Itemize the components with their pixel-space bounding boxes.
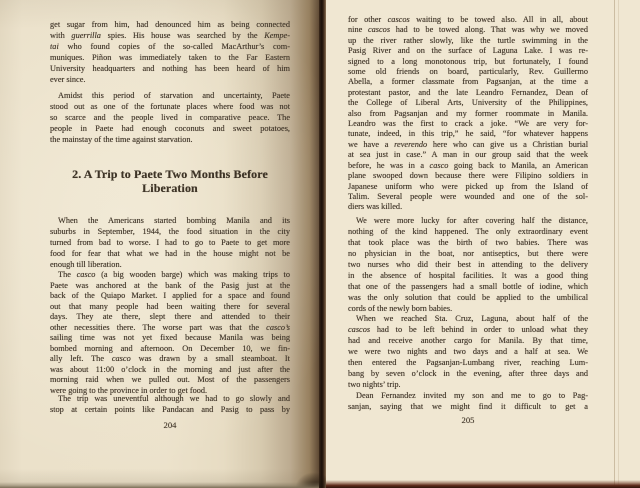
page-edge-line	[614, 0, 615, 488]
left-page	[0, 0, 319, 488]
text-line: was the only solution that could be applied to the umbilical	[348, 293, 588, 302]
text-line: University headquarters and nothing has been heard of him	[50, 64, 290, 73]
paragraph-amidst-starvation	[50, 90, 290, 145]
text-line: were going to the province in order to get food.	[50, 385, 208, 395]
text-line: so scarce and the people lived in comparative peace. The	[50, 113, 290, 122]
text-line: nine cascos had to be towed along. That was why we moved	[348, 25, 589, 35]
text-line: stop at certain points like Pandacan and Pasig to pass by	[50, 404, 290, 414]
text-line: tunate, indeed, in this trip,” he said, “for whatever happens	[348, 129, 588, 139]
text-line: the mainstay of the time against starvation.	[50, 135, 193, 144]
paragraph-two-babies	[348, 215, 588, 314]
text-line: two nurses who did their best in attending to the delivery	[348, 260, 588, 269]
text-line: We were more lucky for after covering half the distance,	[356, 216, 588, 225]
paragraph-cascos-towed	[348, 15, 588, 213]
text-line: The trip was uneventful although we had to go slowly and	[58, 394, 290, 403]
text-line: Amidst this period of starvation and uncertainty, Paete	[58, 91, 290, 100]
text-line: The casco (a big wooden barge) which was making trips to	[58, 270, 290, 279]
text-line: back of the Quiapo Market. I applied for a space and found	[50, 291, 290, 300]
text-line: get sugar from him, had denounced him as being connected	[50, 20, 290, 29]
book-spine-gutter	[319, 0, 326, 488]
text-line: out that many people had been waiting there for several	[50, 301, 290, 311]
text-line: ever since.	[50, 75, 86, 84]
text-line: morning raid when we pulled out. Most of the passengers	[50, 375, 290, 384]
text-line: diers was killed.	[348, 202, 403, 212]
text-line: bang by seven o’clock in the evening, after three days and	[348, 369, 588, 378]
text-line: Abella, a former classmate from Pagsanjan, at the time a	[348, 77, 588, 87]
text-line: some old friends on board, particularly, Rev. Guillermo	[348, 67, 588, 77]
text-line: days. They ate there, slept there and attended to their	[50, 312, 290, 321]
text-line: cords of the newly born babies.	[348, 304, 453, 313]
text-line: also from Pagsanjan and my former roommate in Manila.	[348, 108, 588, 118]
text-line: cascos had to be left behind in order to unload what they	[348, 325, 588, 334]
paragraph-sta-cruz	[348, 313, 588, 390]
text-line: at sea just in case.” A man in our group said that the week	[348, 150, 588, 160]
text-line: then entered the Pagsanjan-Lumbang river, reaching Lum-	[348, 358, 588, 367]
text-line: Japanese uniform who were picked up from the Island of	[348, 181, 588, 191]
text-line: turned from bad to worse. I had to go to Paete to get more	[50, 238, 290, 247]
text-line: up the river rather slowly, like the turtle swimming in the	[348, 35, 588, 45]
section-heading	[50, 167, 290, 195]
text-line: in the absence of hospital facilities. It was a good thing	[348, 271, 588, 280]
text-line: Pasig River and on the surface of Laguna Lake. I was re-	[348, 46, 588, 56]
right-page-bottom-edge-maroon	[326, 480, 640, 488]
text-line: suburbs in September, 1944, the food situation in the city	[50, 227, 290, 236]
page-edge-line-2	[618, 0, 619, 488]
text-line: signed to a long monotonous trip, but fortunately, I found	[348, 56, 588, 66]
text-line: bombed morning and afternoon. On December 10, we fin-	[50, 343, 290, 353]
text-line: we have a reverendo here who can give us a Christian burial	[348, 139, 588, 149]
text-line: Paete was anchored at the bank of the Pasig just at the	[50, 280, 290, 290]
text-line: for other cascos waiting to be towed also. All in all, about	[348, 15, 588, 24]
paragraph-trip-uneventful	[50, 394, 290, 415]
text-line: before, he was in a casco going back to Manila, an American	[348, 160, 588, 170]
text-line: no physician in the boat, nor antiseptics, but there were	[348, 249, 588, 258]
paragraph-dean-invitation	[348, 390, 588, 412]
paragraph-casco-barge	[50, 270, 290, 396]
text-line: people in Paete had enough coconuts and sweet potatoes,	[50, 124, 290, 133]
text-line: enough till liberation.	[50, 260, 122, 269]
text-line: the College of Liberal Arts, University of the Philippines,	[348, 98, 588, 108]
text-line: ally left. The casco was drawn by a small steamboat. It	[50, 354, 290, 363]
text-line: tai who found copies of the so-called MacArthur’s com-	[50, 42, 290, 51]
text-line: was about 11:00 o’clock in the morning and just after the	[50, 364, 290, 374]
text-line: protestant pastor, and the late Leandro Fernandez, Dean of	[348, 87, 588, 97]
text-line: nothing of the kind happened. The only extraordinary event	[348, 227, 588, 236]
text-line: that took place was the birth of two babies. There was	[348, 238, 588, 247]
section-heading-line2: Liberation	[142, 181, 198, 195]
text-line: Dean Fernandez invited my son and me to go to Pag-	[356, 391, 588, 400]
paragraph-pinon-denounced	[50, 19, 290, 85]
text-line: Leandro was the first to crack a joke. “We are very for-	[348, 119, 588, 129]
text-line: other necessities there. The worse part was that the casco’s	[50, 322, 290, 332]
text-line: muniques. Piñon was immediately taken to the Far Eastern	[50, 53, 290, 62]
left-page-bottom-edge	[0, 482, 319, 488]
page-number-left: 204	[163, 420, 177, 430]
text-line: sailing time was not yet fixed because Manila was being	[50, 333, 290, 342]
text-line: that one of the passengers had a small bottle of iodine, which	[348, 282, 588, 291]
text-line: When the Americans started bombing Manila and its	[58, 216, 290, 225]
right-page	[326, 0, 640, 488]
text-line: with guerrilla spies. His house was searched by the Kempe-	[50, 31, 290, 40]
text-line: sanjan, saying that we might find it difficult to get a	[348, 402, 588, 411]
text-line: food for fear that what we had in the house might not be	[50, 249, 290, 258]
section-heading-line1: 2. A Trip to Paete Two Months Before	[72, 167, 268, 181]
text-line: Talim. Several people were wounded and one of the sol-	[348, 191, 588, 201]
text-line: we were two nights and two days and a half at sea. We	[348, 347, 588, 356]
page-number-right: 205	[461, 415, 475, 425]
text-line: had and receive another cargo for Manila. By that time,	[348, 336, 588, 345]
text-line: plane swooped down because there were Filipino soldiers in	[348, 171, 588, 181]
text-line: stood out as one of the fortunate places where food was not	[50, 102, 290, 111]
paragraph-bombing-manila	[50, 215, 290, 270]
text-line: When we reached Sta. Cruz, Laguna, about half of the	[356, 314, 588, 323]
text-line: two nights’ trip.	[348, 380, 401, 389]
